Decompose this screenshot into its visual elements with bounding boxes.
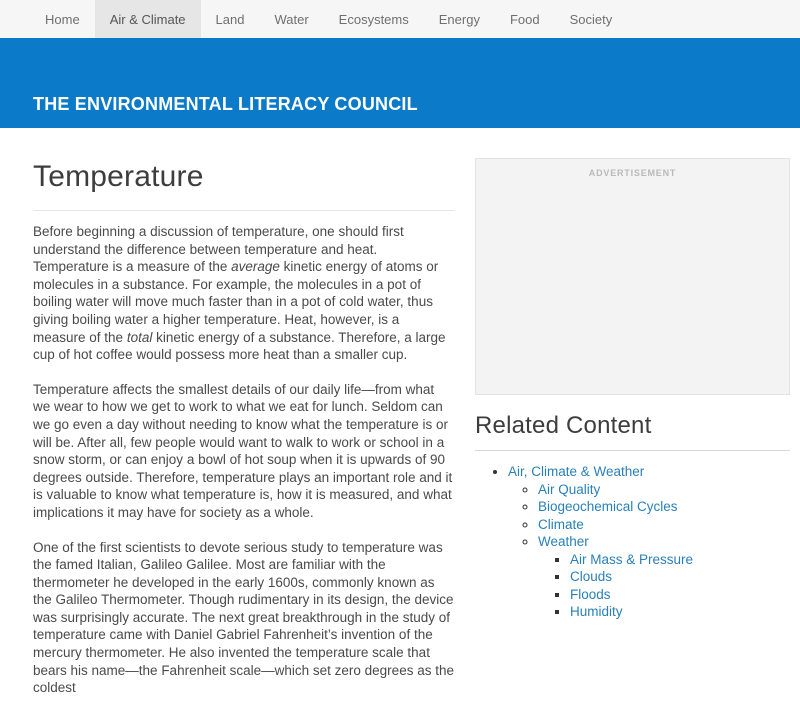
list-item [508, 463, 790, 621]
content-area [0, 128, 800, 714]
article [33, 158, 455, 714]
list-item [538, 533, 790, 621]
nav-item-air-climate[interactable]: Air & Climate [95, 0, 201, 38]
nav-item-society[interactable]: Society [569, 11, 613, 27]
site-header [0, 38, 800, 128]
page-title: Temperature [33, 158, 455, 211]
related-link-humidity[interactable]: Humidity [570, 604, 623, 619]
list-item [570, 603, 790, 621]
related-link-air-mass-pressure[interactable]: Air Mass & Pressure [570, 551, 694, 567]
related-link-air-quality[interactable]: Air Quality [538, 481, 601, 497]
nav-item-ecosystems[interactable]: Ecosystems [338, 11, 409, 27]
advertisement-label: ADVERTISEMENT [588, 168, 677, 178]
site-title[interactable]: THE ENVIRONMENTAL LITERACY COUNCIL [33, 94, 418, 114]
related-link-air-climate-weather[interactable]: Air, Climate & Weather [508, 464, 645, 479]
article-paragraph-1: Before beginning a discussion of temperature, one should first understand the difference between temperature and heat. Temperature is a measure of the average kinetic energy of atoms or molecules in a substance. For example, the molecules in a pot of boiling water will move much faster than in a pot of cold water, thus giving boiling water a higher temperature. Heat, however, is a measure of the total kinetic energy of a substance. Therefore, a large cup of hot coffee would possess more heat than a smaller cup. [33, 224, 446, 363]
related-link-floods[interactable]: Floods [570, 586, 611, 602]
related-content-heading: Related Content [475, 412, 790, 451]
nav-item-home[interactable]: Home [45, 11, 80, 27]
top-navigation [0, 0, 800, 38]
article-paragraph-2: Temperature affects the smallest details of our daily life—from what we wear to how we get to work to what we eat for lunch. Seldom can we go even a day without needing to know what the temperature is or will be. After all, few people would want to walk to work or school in a snow storm, or can enjoy a bowl of hot soup when it is upwards of 90 degrees outside. Therefore, temperature plays an important role and it is valuable to know what temperature is, how it is measured, and what implications it may have for society as a whole. [33, 381, 453, 520]
nav-item-land[interactable]: Land [215, 11, 245, 27]
advertisement-placeholder [475, 158, 790, 395]
nav-item-water[interactable]: Water [274, 11, 309, 27]
related-link-clouds[interactable]: Clouds [570, 569, 613, 584]
nav-item-food[interactable]: Food [509, 11, 540, 27]
list-item [570, 568, 790, 586]
related-content-list [475, 463, 790, 621]
list-item [538, 516, 790, 534]
nav-item-energy[interactable]: Energy [438, 11, 480, 27]
related-link-biogeochemical-cycles[interactable]: Biogeochemical Cycles [538, 499, 678, 514]
article-paragraph-3: One of the first scientists to devote serious study to temperature was the famed Italian, Galileo Galilee. Most are familiar with the thermometer he developed in the early 1600s, commonly known as the Galileo Thermometer. Though rudimentary in its design, the device was surprisingly accurate. The next great breakthrough in the study of temperature came with Daniel Gabriel Fahrenheit’s invention of the mercury thermometer. He also invented the temperature scale that bears his name—the Fahrenheit scale—which set zero degrees as the coldest [33, 539, 454, 696]
list-item [570, 586, 790, 604]
related-link-climate[interactable]: Climate [538, 516, 584, 532]
related-subsublist [538, 551, 790, 621]
list-item [538, 481, 790, 499]
sidebar [475, 158, 790, 714]
list-item [570, 551, 790, 569]
related-link-weather[interactable]: Weather [538, 534, 589, 549]
list-item [538, 498, 790, 516]
